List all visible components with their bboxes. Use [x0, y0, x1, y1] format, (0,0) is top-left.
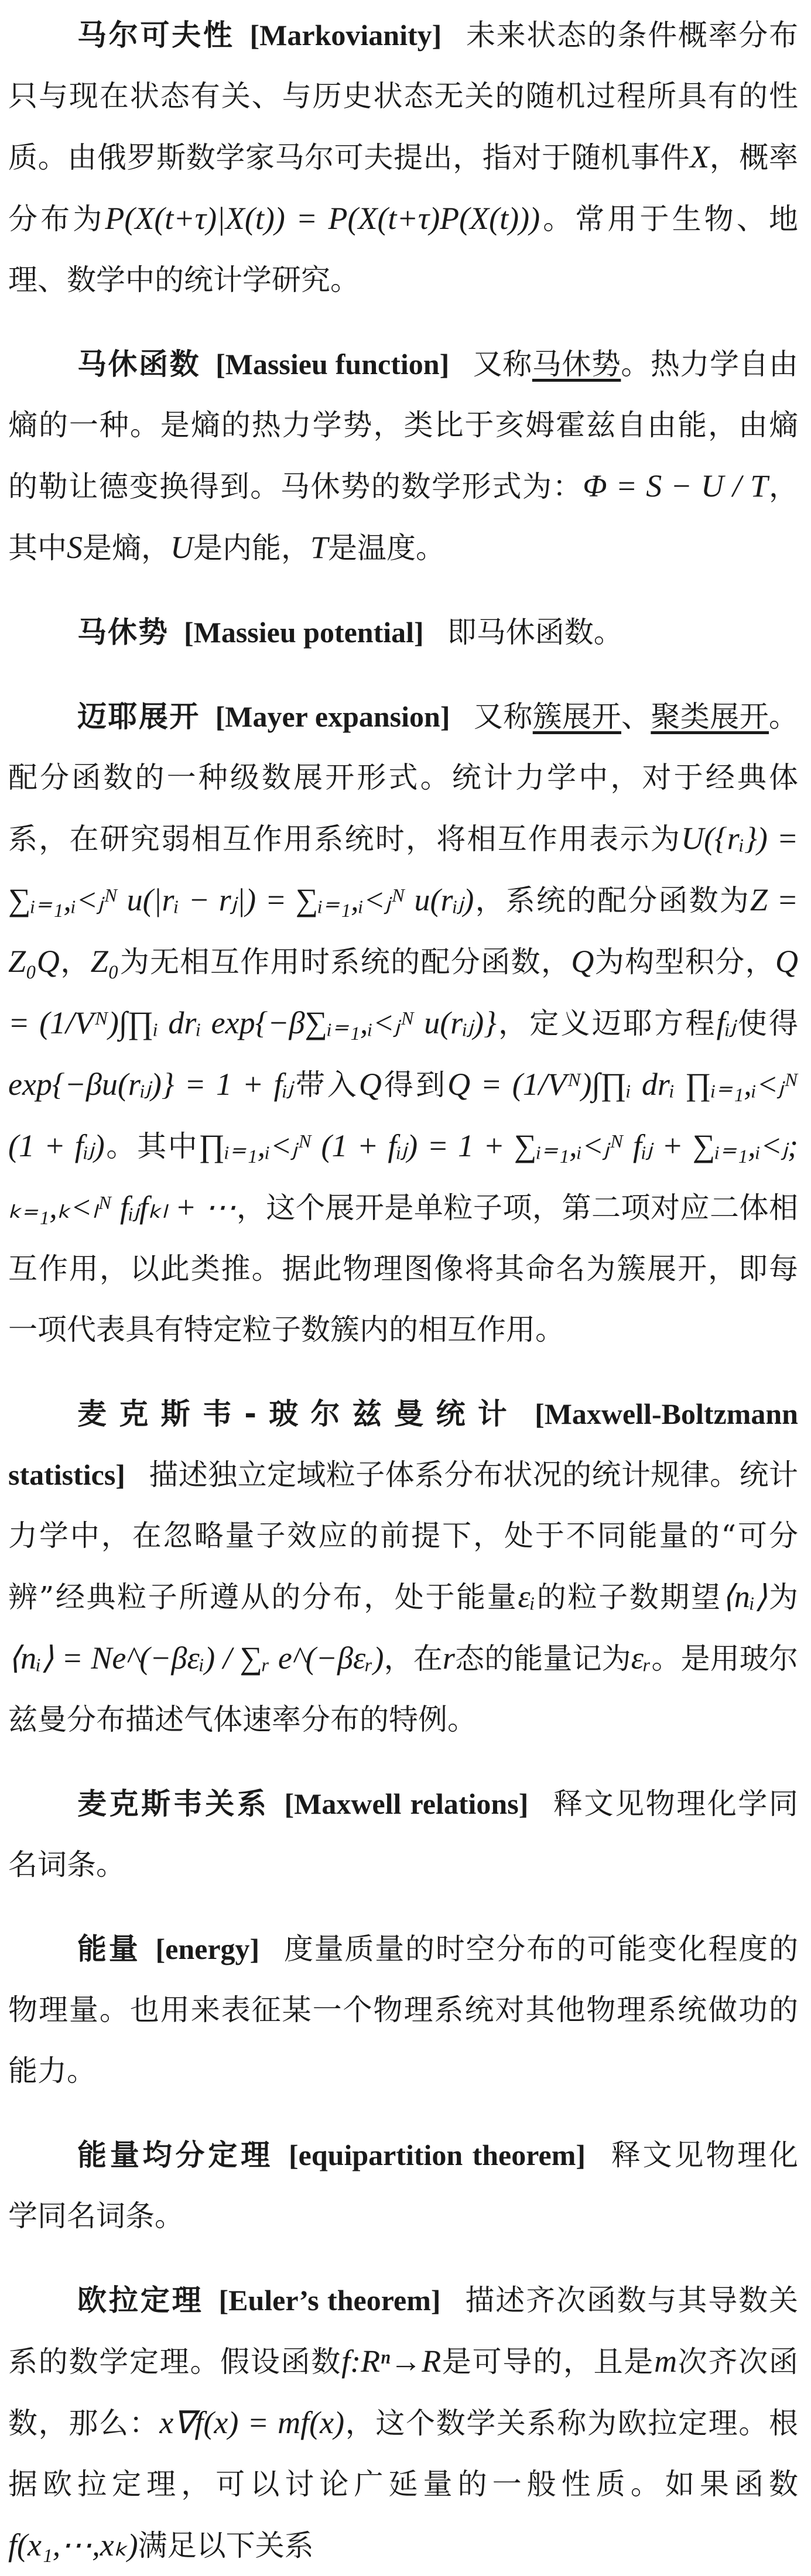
entry-formula: f(x₁,⋯,xₖ) — [8, 2527, 138, 2563]
entry-text: 描述独立定域粒子体系分布状况的统计规律。统计力学中，在忽略量子效应的前提下，处于不同能量的“可分辨”经典粒子所遵从的分布，处于能量 — [8, 1458, 798, 1614]
entry-eulers-theorem — [8, 2270, 798, 2576]
entry-text: 为 — [767, 1580, 799, 1614]
entry-math: εᵢ — [518, 1579, 536, 1614]
entry-formula: x∇f(x) = mf(x) — [159, 2405, 345, 2440]
entry-math: S — [67, 530, 83, 565]
entry-math: m — [654, 2344, 677, 2379]
entry-term: 马尔可夫性 — [77, 18, 235, 52]
entry-text: ，系统的配分函数为 — [474, 883, 750, 917]
entry-formula: Φ = S − U / T — [583, 468, 768, 503]
entry-mayer-expansion — [8, 686, 798, 1360]
entry-math: εᵣ — [631, 1640, 652, 1676]
entry-english: [Mayer expansion] — [215, 700, 450, 733]
entry-text: 使得 — [735, 1006, 799, 1040]
cross-reference: 聚类展开 — [651, 700, 769, 734]
entry-text: 又称 — [473, 347, 532, 381]
entry-english: [Markovianity] — [249, 19, 442, 52]
entry-energy — [8, 1919, 798, 2101]
entry-text: ， — [59, 945, 91, 979]
entry-maxwell-boltzmann — [8, 1383, 798, 1750]
entry-text: 。常用于生物、地理、数学中的统计学研究。 — [8, 202, 799, 297]
entry-math: U — [170, 530, 193, 565]
entry-term: 马休势 — [77, 615, 169, 649]
entry-maxwell-relations — [8, 1773, 798, 1895]
entry-text: 是内能， — [193, 531, 310, 565]
entry-text: 得到 — [381, 1068, 448, 1102]
entry-english: [Maxwell relations] — [284, 1787, 529, 1820]
entry-text: ，这个数学关系称为欧拉定理。根据欧拉定理，可以讨论广延量的一般性质。如果函数 — [8, 2406, 799, 2501]
entry-term: 麦克斯韦关系 — [77, 1787, 269, 1821]
entry-english: [equipartition theorem] — [289, 2139, 586, 2171]
entry-text: 释文见物理化学同名词条。 — [8, 1787, 799, 1882]
entry-term: 欧拉定理 — [77, 2283, 204, 2317]
entry-term: 能量均分定理 — [77, 2138, 273, 2172]
entry-text: 、 — [621, 700, 651, 734]
entry-english: [energy] — [155, 1933, 260, 1965]
entry-text: 。配分函数的一种级数展开形式。统计力学中，对于经典体系，在研究弱相互作用系统时，将相互作用表示为 — [8, 700, 799, 856]
entry-text: 度量质量的时空分布的可能变化程度的物理量。也用来表征某一个物理系统对其他物理系统做功的能力。 — [8, 1932, 799, 2088]
entry-text: 是温度。 — [328, 531, 446, 565]
entry-formula: P(X(t+τ)|X(t)) = P(X(t+τ)P(X(t))) — [105, 201, 540, 236]
entry-text: 又称 — [473, 700, 533, 734]
entry-math: r — [442, 1640, 455, 1676]
entry-text: 释文见物理化学同名词条。 — [8, 2138, 799, 2233]
entry-formula: Q = (1/Vᴺ)∫∏ᵢ drᵢ exp{−β∑ᵢ₌₁,ᵢ<ⱼᴺ u(rᵢⱼ)} — [8, 944, 798, 1040]
entry-english: [Massieu potential] — [184, 616, 424, 649]
entry-text: 的粒子数期望 — [535, 1580, 722, 1614]
entry-english: [Euler’s theorem] — [218, 2284, 441, 2317]
entry-formula: ∏ᵢ₌₁,ᵢ<ⱼᴺ (1 + fᵢⱼ) = 1 + ∑ᵢ₌₁,ᵢ<ⱼᴺ fᵢⱼ + ∑ᵢ₌₁,ᵢ<ⱼ; ₖ₌₁,ₖ<ₗᴺ fᵢⱼfₖₗ + ⋯ — [8, 1128, 799, 1225]
entry-math: Z₀ — [90, 944, 119, 979]
cross-reference: 簇展开 — [532, 700, 621, 734]
entry-formula: exp{−βu(rᵢⱼ)} = 1 + fᵢⱼ — [8, 1067, 293, 1102]
entry-massieu-potential — [8, 602, 798, 663]
entry-formula: ⟨nᵢ⟩ = Ne^(−βεᵢ) / ∑ᵣ e^(−βεᵣ) — [8, 1640, 384, 1676]
entry-english: [Maxwell-Boltzmann statistics] — [8, 1397, 798, 1491]
entry-formula: f:Rⁿ→R — [341, 2344, 442, 2379]
entry-math: X — [690, 139, 710, 174]
entry-term: 迈耶展开 — [77, 700, 200, 734]
entry-equipartition-theorem — [8, 2125, 798, 2246]
entry-text: 带入 — [293, 1068, 359, 1102]
entry-text: 描述齐次函数与其导数关系的数学定理。假设函数 — [8, 2283, 798, 2379]
entry-formula: U({rᵢ}) = ∑ᵢ₌₁,ᵢ<ⱼᴺ u(|rᵢ − rⱼ|) = ∑ᵢ₌₁,ᵢ<ⱼᴺ u(rᵢⱼ) — [8, 821, 799, 917]
entry-text: 未来状态的条件概率分布只与现在状态有关、与历史状态无关的随机过程所具有的性质。由俄罗斯数学家马尔可夫提出，指对于随机事件 — [8, 18, 799, 174]
entry-math: Q — [571, 944, 594, 979]
entry-math: ⟨nᵢ⟩ — [721, 1579, 768, 1614]
entry-massieu-function — [8, 334, 798, 578]
entry-text: ，其中 — [8, 470, 798, 565]
entry-text: 次齐次函数，那么： — [8, 2345, 799, 2440]
entry-text: 。是用玻尔兹曼分布描述气体速率分布的特例。 — [8, 1642, 798, 1736]
entry-text: 为构型积分， — [594, 945, 775, 979]
entry-text: ，这个展开是单粒子项，第二项对应二体相互作用，以此类推。据此物理图像将其命名为簇展开，即每一项代表具有特定粒子数簇内的相互作用。 — [8, 1191, 798, 1347]
entry-formula: Z = Z₀Q — [8, 882, 798, 979]
entry-math: Q — [358, 1067, 382, 1102]
cross-reference: 马休势 — [532, 347, 621, 381]
entry-text: ，概率分布为 — [8, 141, 799, 236]
entry-text: ，定义迈耶方程 — [496, 1006, 717, 1040]
entry-formula: Q = (1/Vᴺ)∫∏ᵢ drᵢ ∏ᵢ₌₁,ᵢ<ⱼᴺ (1 + fᵢⱼ) — [8, 1067, 798, 1163]
entry-markovianity — [8, 5, 798, 310]
entry-english: [Massieu function] — [215, 348, 450, 381]
entry-text: 态的能量记为 — [454, 1642, 631, 1676]
entry-text: 为无相互作用时系统的配分函数， — [119, 945, 572, 979]
entry-term: 能量 — [77, 1932, 141, 1966]
entry-text: 即马休函数。 — [447, 615, 623, 649]
entry-text: 。其中 — [104, 1129, 199, 1163]
entry-math: T — [310, 530, 328, 565]
entry-math: fᵢⱼ — [716, 1005, 736, 1040]
entry-text: 满足以下关系 — [138, 2529, 314, 2563]
entry-text: 是可导的，且是 — [441, 2345, 655, 2379]
entry-text: ，在 — [384, 1642, 443, 1676]
entry-term: 麦克斯韦-玻尔兹曼统计 — [77, 1397, 520, 1431]
entry-text: 。热力学自由熵的一种。是熵的热力学势，类比于亥姆霍兹自由能，由熵的勒让德变换得到。马休势的数学形式为： — [8, 347, 799, 503]
entry-term: 马休函数 — [77, 347, 201, 381]
entry-text: 是熵， — [83, 531, 170, 565]
